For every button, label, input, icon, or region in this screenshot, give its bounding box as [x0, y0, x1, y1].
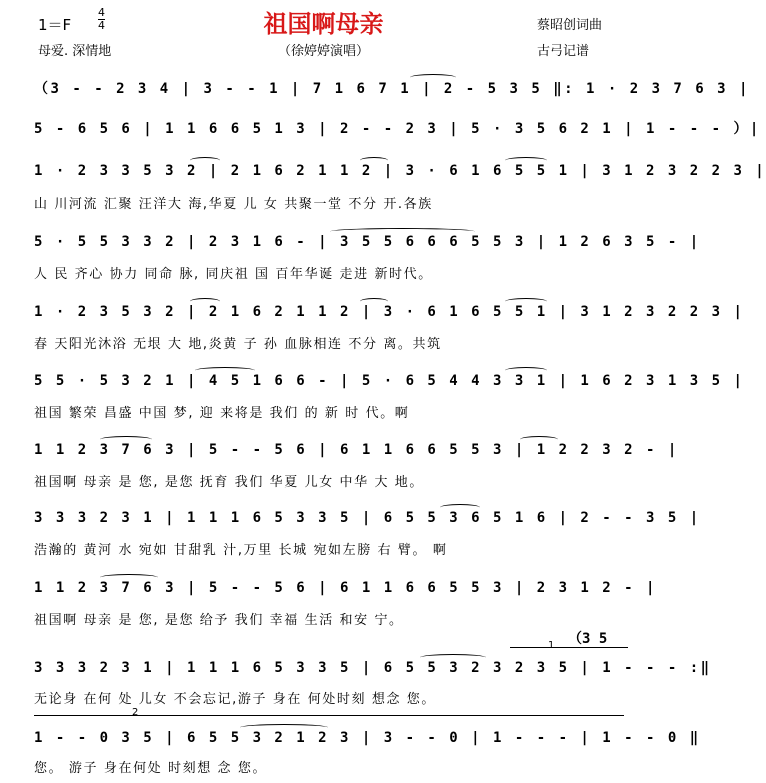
time-signature-bottom: 4 — [98, 19, 105, 32]
notator: 古弓记谱 — [537, 44, 590, 59]
slur — [420, 654, 486, 661]
notation-line: 1 · 2 3 3 5 3 2 | 2 1 6 2 1 1 2 | 3 · 6 1 6 5 5 1 | 3 1 2 3 2 2 3 | — [34, 163, 766, 179]
notation-line: 1 · 2 3 5 3 2 | 2 1 6 2 1 1 2 | 3 · 6 1 6 5 5 1 | 3 1 2 3 2 2 3 | — [34, 304, 745, 320]
lyric-line: 祖国 繁荣 昌盛 中国 梦, 迎 来将是 我们 的 新 时 代。啊 — [34, 406, 410, 421]
song-title: 祖国啊母亲 — [263, 10, 384, 38]
slur — [360, 298, 388, 305]
lyric-line: 山 川河流 汇聚 汪洋大 海,华夏 儿 女 共聚一堂 不分 开.各族 — [34, 197, 433, 212]
slur — [360, 157, 388, 164]
volta-2-number: 2 — [132, 707, 139, 718]
slur — [100, 436, 152, 443]
slur — [440, 504, 480, 511]
volta-1-number: 1 — [548, 640, 555, 651]
lyric-line: 浩瀚的 黄河 水 宛如 甘甜乳 汁,万里 长城 宛如左膀 右 臂。 啊 — [34, 543, 448, 558]
slur — [410, 74, 456, 81]
notation-line: （3 - - 2 3 4 | 3 - - 1 | 7 1 6 7 1 | 2 - 5 3 5 ‖: 1 · 2 3 7 6 3 | — [34, 81, 750, 97]
slur — [520, 436, 558, 443]
slur — [240, 724, 328, 731]
notation-line: 5 - 6 5 6 | 1 1 6 6 5 1 3 | 2 - - 2 3 | 5 · 3 5 6 2 1 | 1 - - - ）| — [34, 121, 761, 137]
notation-line: 3 3 3 2 3 1 | 1 1 1 6 5 3 3 5 | 6 5 5 3 6 5 1 6 | 2 - - 3 5 | — [34, 510, 701, 526]
slur — [505, 367, 547, 374]
lyric-line: 祖国啊 母亲 是 您, 是您 给予 我们 幸福 生活 和安 宁。 — [34, 613, 404, 628]
tempo-mood: 母爱. 深情地 — [38, 44, 112, 59]
notation-line: 5 5 · 5 3 2 1 | 4 5 1 6 6 - | 5 · 6 5 4 4 3 3 1 | 1 6 2 3 1 3 5 | — [34, 373, 745, 389]
key-signature: 1＝F — [38, 16, 72, 34]
lyric-line: 您。 游子 身在何处 时刻想 念 您。 — [34, 761, 268, 776]
notation-line: 5 · 5 5 3 3 2 | 2 3 1 6 - | 3 5 5 6 6 6 5 5 3 | 1 2 6 3 5 - | — [34, 234, 701, 250]
volta-2-bracket — [34, 715, 624, 716]
slur — [100, 574, 158, 581]
pickup-notes: （3 5 — [568, 631, 608, 647]
slur — [330, 228, 475, 235]
lyric-line: 春 天阳光沐浴 无垠 大 地,炎黄 子 孙 血脉相连 不分 离。共筑 — [34, 337, 442, 352]
notation-line: 1 - - 0 3 5 | 6 5 5 3 2 1 2 3 | 3 - - 0 | 1 - - - | 1 - - 0 ‖ — [34, 730, 701, 746]
time-signature-top: 4 — [98, 6, 105, 19]
notation-line: 1 1 2 3 7 6 3 | 5 - - 5 6 | 6 1 1 6 6 5 5 3 | 1 2 2 3 2 - | — [34, 442, 679, 458]
slur — [190, 298, 220, 305]
lyricist-composer: 蔡昭创词曲 — [537, 18, 603, 33]
slur — [195, 367, 255, 374]
time-signature — [98, 8, 105, 31]
slur — [505, 157, 547, 164]
notation-line: 3 3 3 2 3 1 | 1 1 1 6 5 3 3 5 | 6 5 5 3 2 3 2 3 5 | 1 - - - :‖ — [34, 660, 712, 676]
slur — [505, 298, 547, 305]
volta-1-bracket — [510, 647, 628, 648]
singer: （徐婷婷演唱） — [277, 44, 369, 59]
slur — [190, 157, 220, 164]
lyric-line: 无论身 在何 处 儿女 不会忘记,游子 身在 何处时刻 想念 您。 — [34, 692, 436, 707]
lyric-line: 祖国啊 母亲 是 您, 是您 抚育 我们 华夏 儿女 中华 大 地。 — [34, 475, 424, 490]
lyric-line: 人 民 齐心 协力 同命 脉, 同庆祖 国 百年华诞 走进 新时代。 — [34, 267, 433, 282]
notation-line: 1 1 2 3 7 6 3 | 5 - - 5 6 | 6 1 1 6 6 5 5 3 | 2 3 1 2 - | — [34, 580, 657, 596]
